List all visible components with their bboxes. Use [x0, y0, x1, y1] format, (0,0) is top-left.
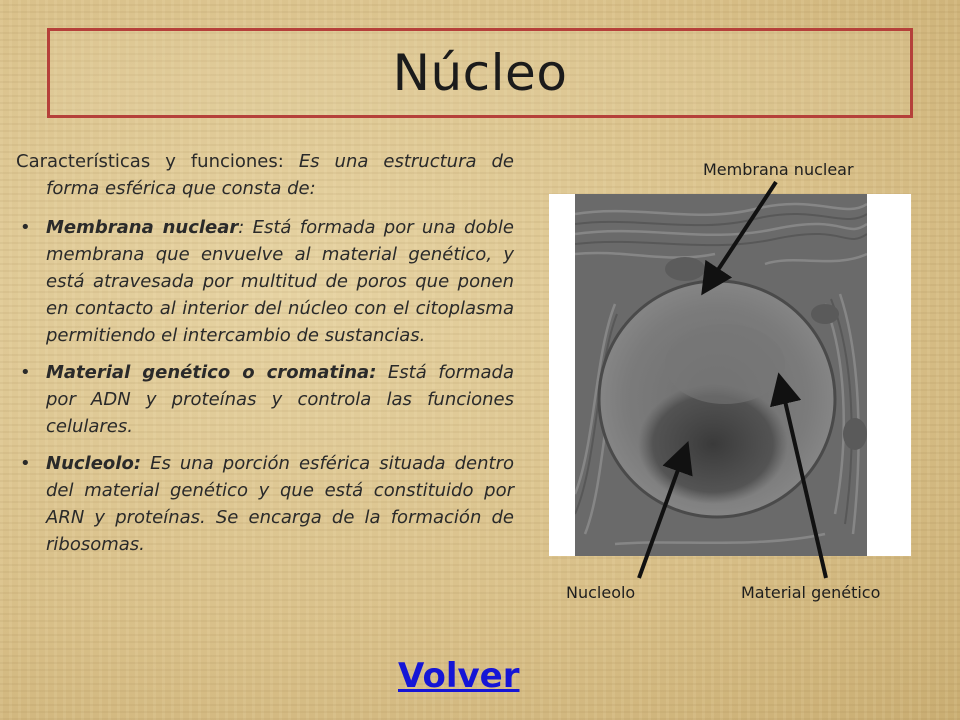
list-item-nucleolus	[16, 450, 514, 558]
micrograph-frame	[549, 194, 911, 556]
bullet-icon: •	[20, 453, 31, 474]
list-item-genetic-material	[16, 359, 514, 440]
page-title: Núcleo	[392, 44, 568, 102]
desc-membrane: : Está formada por una doble membrana que envuelve al material genético, y está atravesada por multitud de poros que ponen en contacto al interior del núcleo con el citoplasma permitiendo el intercambio de sustancias.	[46, 217, 514, 346]
back-link[interactable]: Volver	[398, 656, 520, 696]
title-box	[47, 28, 913, 118]
label-membrane: Membrana nuclear	[703, 160, 854, 179]
intro-lead: Características y funciones:	[16, 151, 299, 172]
term-nucleolus: Nucleolo:	[46, 453, 142, 474]
bullet-icon: •	[20, 217, 31, 238]
nucleus-micrograph	[575, 194, 867, 556]
desc-genetic-material: Está formada por ADN y proteínas y controla las funciones celulares.	[46, 362, 515, 437]
nucleus-micrograph-image	[575, 194, 867, 556]
list-item-membrane	[16, 214, 514, 349]
content-text	[16, 148, 514, 568]
intro-paragraph	[16, 148, 514, 202]
term-membrane: Membrana nuclear	[46, 217, 239, 238]
label-nucleolus: Nucleolo	[566, 583, 636, 602]
intro-emphasis: Es una estructura de forma esférica que consta de:	[46, 151, 514, 199]
desc-nucleolus: Es una porción esférica situada dentro del material genético y que está constituido por ARN y proteínas. Se encarga de la formación de ribosomas.	[46, 453, 514, 555]
label-genetic-material: Material genético	[741, 583, 881, 602]
bullet-icon: •	[20, 362, 31, 383]
term-genetic-material: Material genético o cromatina:	[46, 362, 377, 383]
feature-list	[16, 214, 514, 558]
